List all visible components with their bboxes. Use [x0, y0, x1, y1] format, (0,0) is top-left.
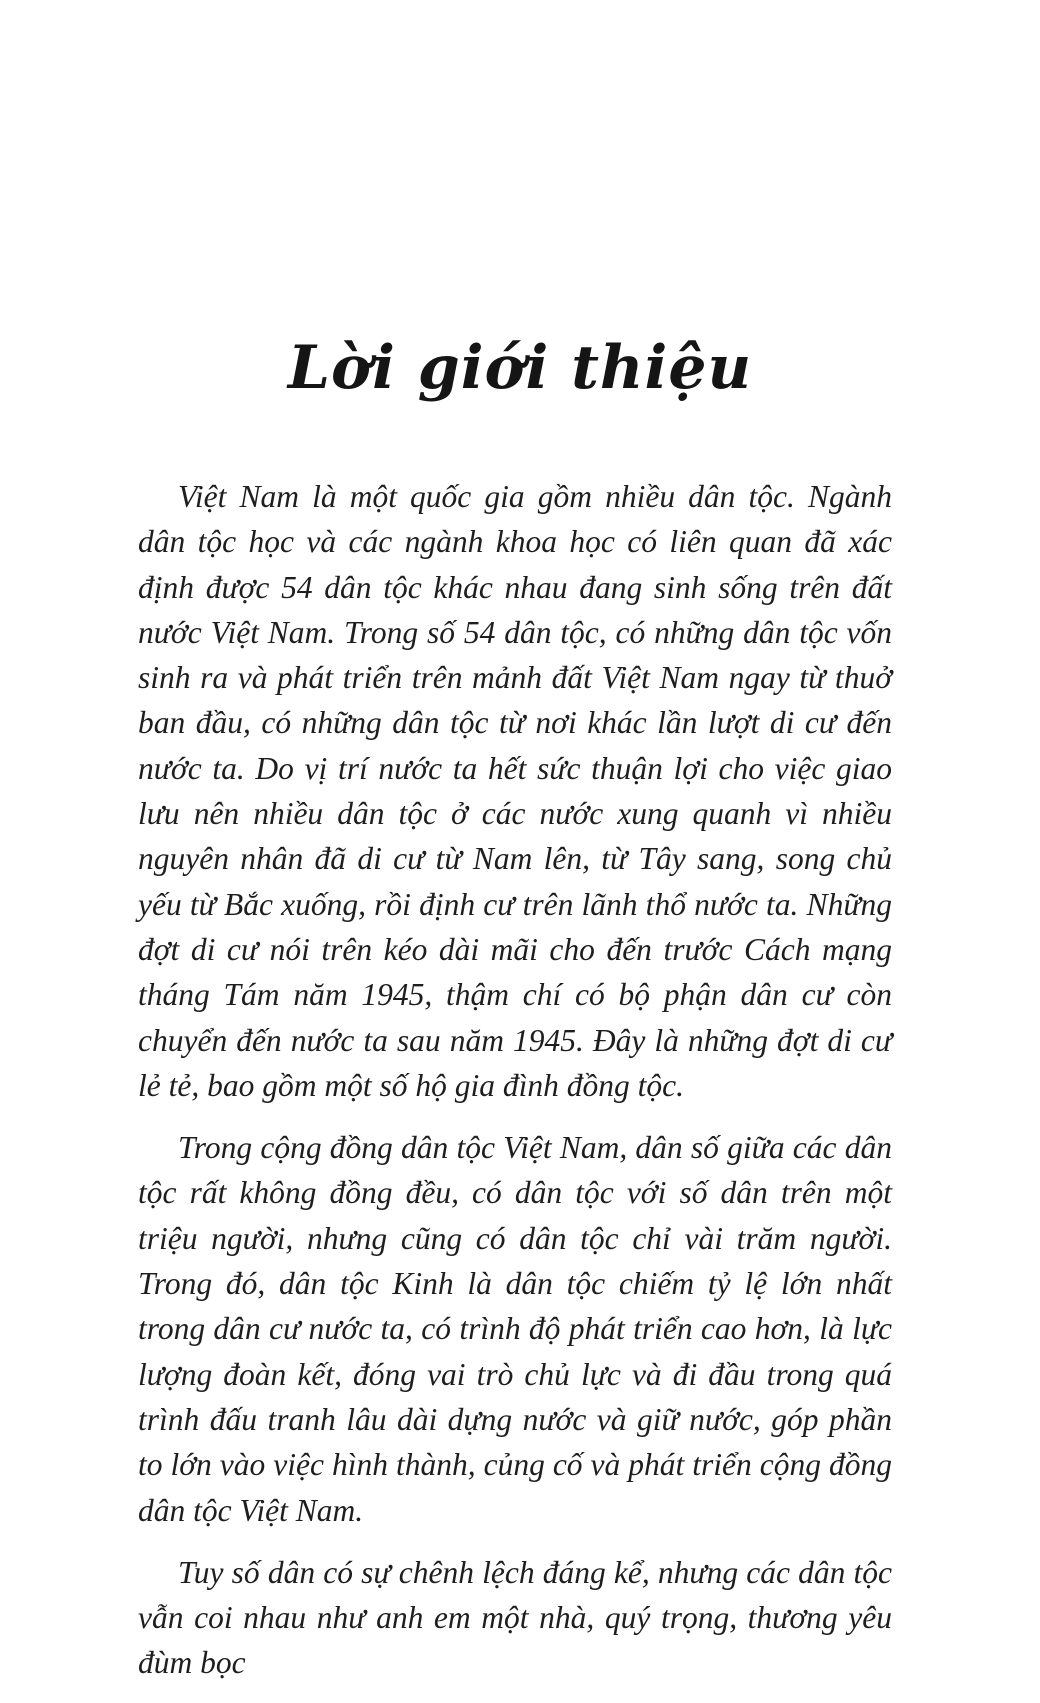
paragraph-1: Việt Nam là một quốc gia gồm nhiều dân tộc. Ngành dân tộc học và các ngành khoa học có liên quan đã xác định được 54 dân tộc khác nhau đang sinh sống trên đất nước Việt Nam. Trong số 54 dân tộc, có những dân tộc vốn sinh ra và phát triển trên mảnh đất Việt Nam ngay từ thuở ban đầu, có những dân tộc từ nơi khác lần lượt di cư đến nước ta. Do vị trí nước ta hết sức thuận lợi cho việc giao lưu nên nhiều dân tộc ở các nước xung quanh vì nhiều nguyên nhân đã di cư từ Nam lên, từ Tây sang, song chủ yếu từ Bắc xuống, rồi định cư trên lãnh thổ nước ta. Những đợt di cư nói trên kéo dài mãi cho đến trước Cách mạng tháng Tám năm 1945, thậm chí có bộ phận dân cư còn chuyển đến nước ta sau năm 1945. Đây là những đợt di cư lẻ tẻ, bao gồm một số hộ gia đình đồng tộc. — [138, 479, 892, 1103]
body-text — [138, 474, 892, 1703]
paragraph-3: Tuy số dân có sự chênh lệch đáng kể, nhưng các dân tộc vẫn coi nhau như anh em một nhà, quý trọng, thương yêu đùm bọc — [138, 1554, 892, 1681]
page-title: Lời giới thiệu — [287, 333, 753, 403]
paragraph-2: Trong cộng đồng dân tộc Việt Nam, dân số giữa các dân tộc rất không đồng đều, có dân tộc với số dân trên một triệu người, nhưng cũng có dân tộc chỉ vài trăm người. Trong đó, dân tộc Kinh là dân tộc chiếm tỷ lệ lớn nhất trong dân cư nước ta, có trình độ phát triển cao hơn, là lực lượng đoàn kết, đóng vai trò chủ lực và đi đầu trong quá trình đấu tranh lâu dài dựng nước và giữ nước, góp phần to lớn vào việc hình thành, củng cố và phát triển cộng đồng dân tộc Việt Nam. — [138, 1130, 892, 1528]
